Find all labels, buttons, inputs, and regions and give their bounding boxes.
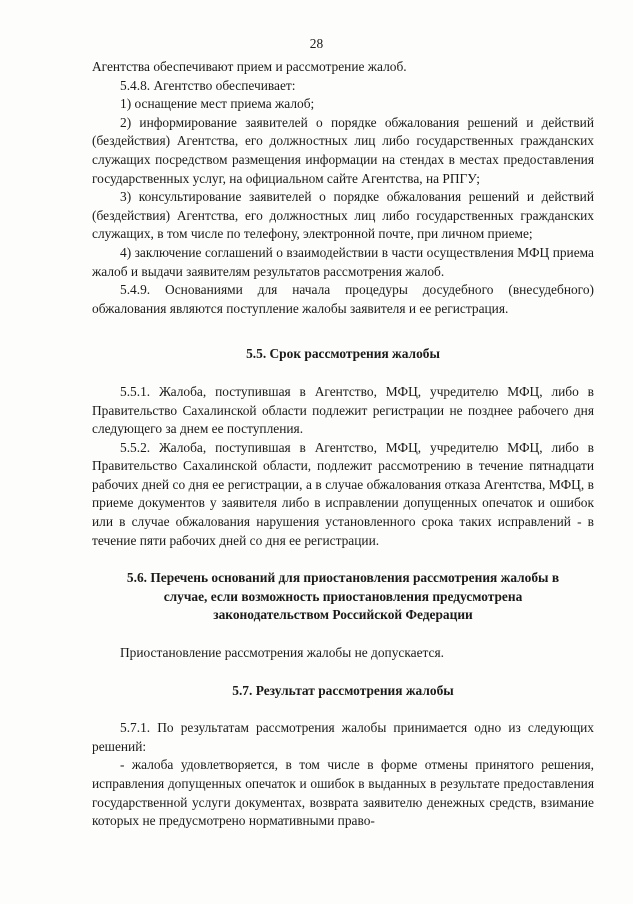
list-item-4: 4) заключение соглашений о взаимодействии в части осуществления МФЦ приема жалоб и выдачи заявителям результатов рассмотрения жалоб. (92, 244, 594, 279)
section-heading-5-5: 5.5. Срок рассмотрения жалобы (246, 346, 440, 362)
paragraph-5-7-1: 5.7.1. По результатам рассмотрения жалобы принимается одно из следующих решений: (92, 720, 594, 754)
document-body (92, 58, 594, 831)
section-heading-5-6: 5.6. Перечень оснований для приостановления рассмотрения жалобы в случае, если возможность приостановления предусмотрена законодательством Российской Федерации (126, 570, 560, 623)
paragraph-5-6-text: Приостановление рассмотрения жалобы не допускается. (120, 645, 445, 661)
paragraph-5-5-2: 5.5.2. Жалоба, поступившая в Агентство, МФЦ, учредителю МФЦ, либо в Правительство Сахалинской области, подлежит рассмотрению в течение пятнадцати рабочих дней со дня ее регистрации, а в случае обжалования отказа Агентства, МФЦ, в приеме документов у заявителя либо в исправлении допущенных опечаток и ошибок или в случае обжалования нарушения установленного срока таких исправлений - в течение пяти рабочих дней со дня ее регистрации. (92, 439, 594, 548)
list-item-1: 1) оснащение мест приема жалоб; (120, 96, 315, 112)
paragraph-5-5-1: 5.5.1. Жалоба, поступившая в Агентство, МФЦ, учредителю МФЦ, либо в Правительство Сахалинской области подлежит регистрации не позднее рабочего дня следующего за днем ее поступления. (92, 383, 594, 437)
paragraph-intro: Агентства обеспечивают прием и рассмотрение жалоб. (92, 59, 407, 74)
section-heading-5-7: 5.7. Результат рассмотрения жалобы (232, 682, 454, 698)
paragraph-5-7-1-item: - жалоба удовлетворяется, в том числе в форме отмены принятого решения, исправления допущенных опечаток и ошибок в выданных в результате предоставления государственной услуги документах, возврата заявителю денежных средств, взимание которых не предусмотрено нормативными право- (92, 757, 594, 829)
list-item-2: 2) информирование заявителей о порядке обжалования решений и действий (бездействия) Агентства, его должностных лиц либо государственных гражданских служащих посредством размещения информации на стендах в местах предоставления государственных услуг, на официальном сайте Агентства, на РПГУ; (92, 114, 594, 186)
paragraph-5-4-8: 5.4.8. Агентство обеспечивает: (120, 77, 296, 93)
paragraph-5-4-9: 5.4.9. Основаниями для начала процедуры досудебного (внесудебного) обжалования являются поступление жалобы заявителя и ее регистрация. (92, 282, 594, 316)
page-number: 28 (309, 36, 324, 51)
list-item-3: 3) консультирование заявителей о порядке обжалования решений и действий (бездействия) Агентства, его должностных лиц либо государственных гражданских служащих, в том числе по телефону, электронной почте, при личном приеме; (92, 189, 594, 242)
